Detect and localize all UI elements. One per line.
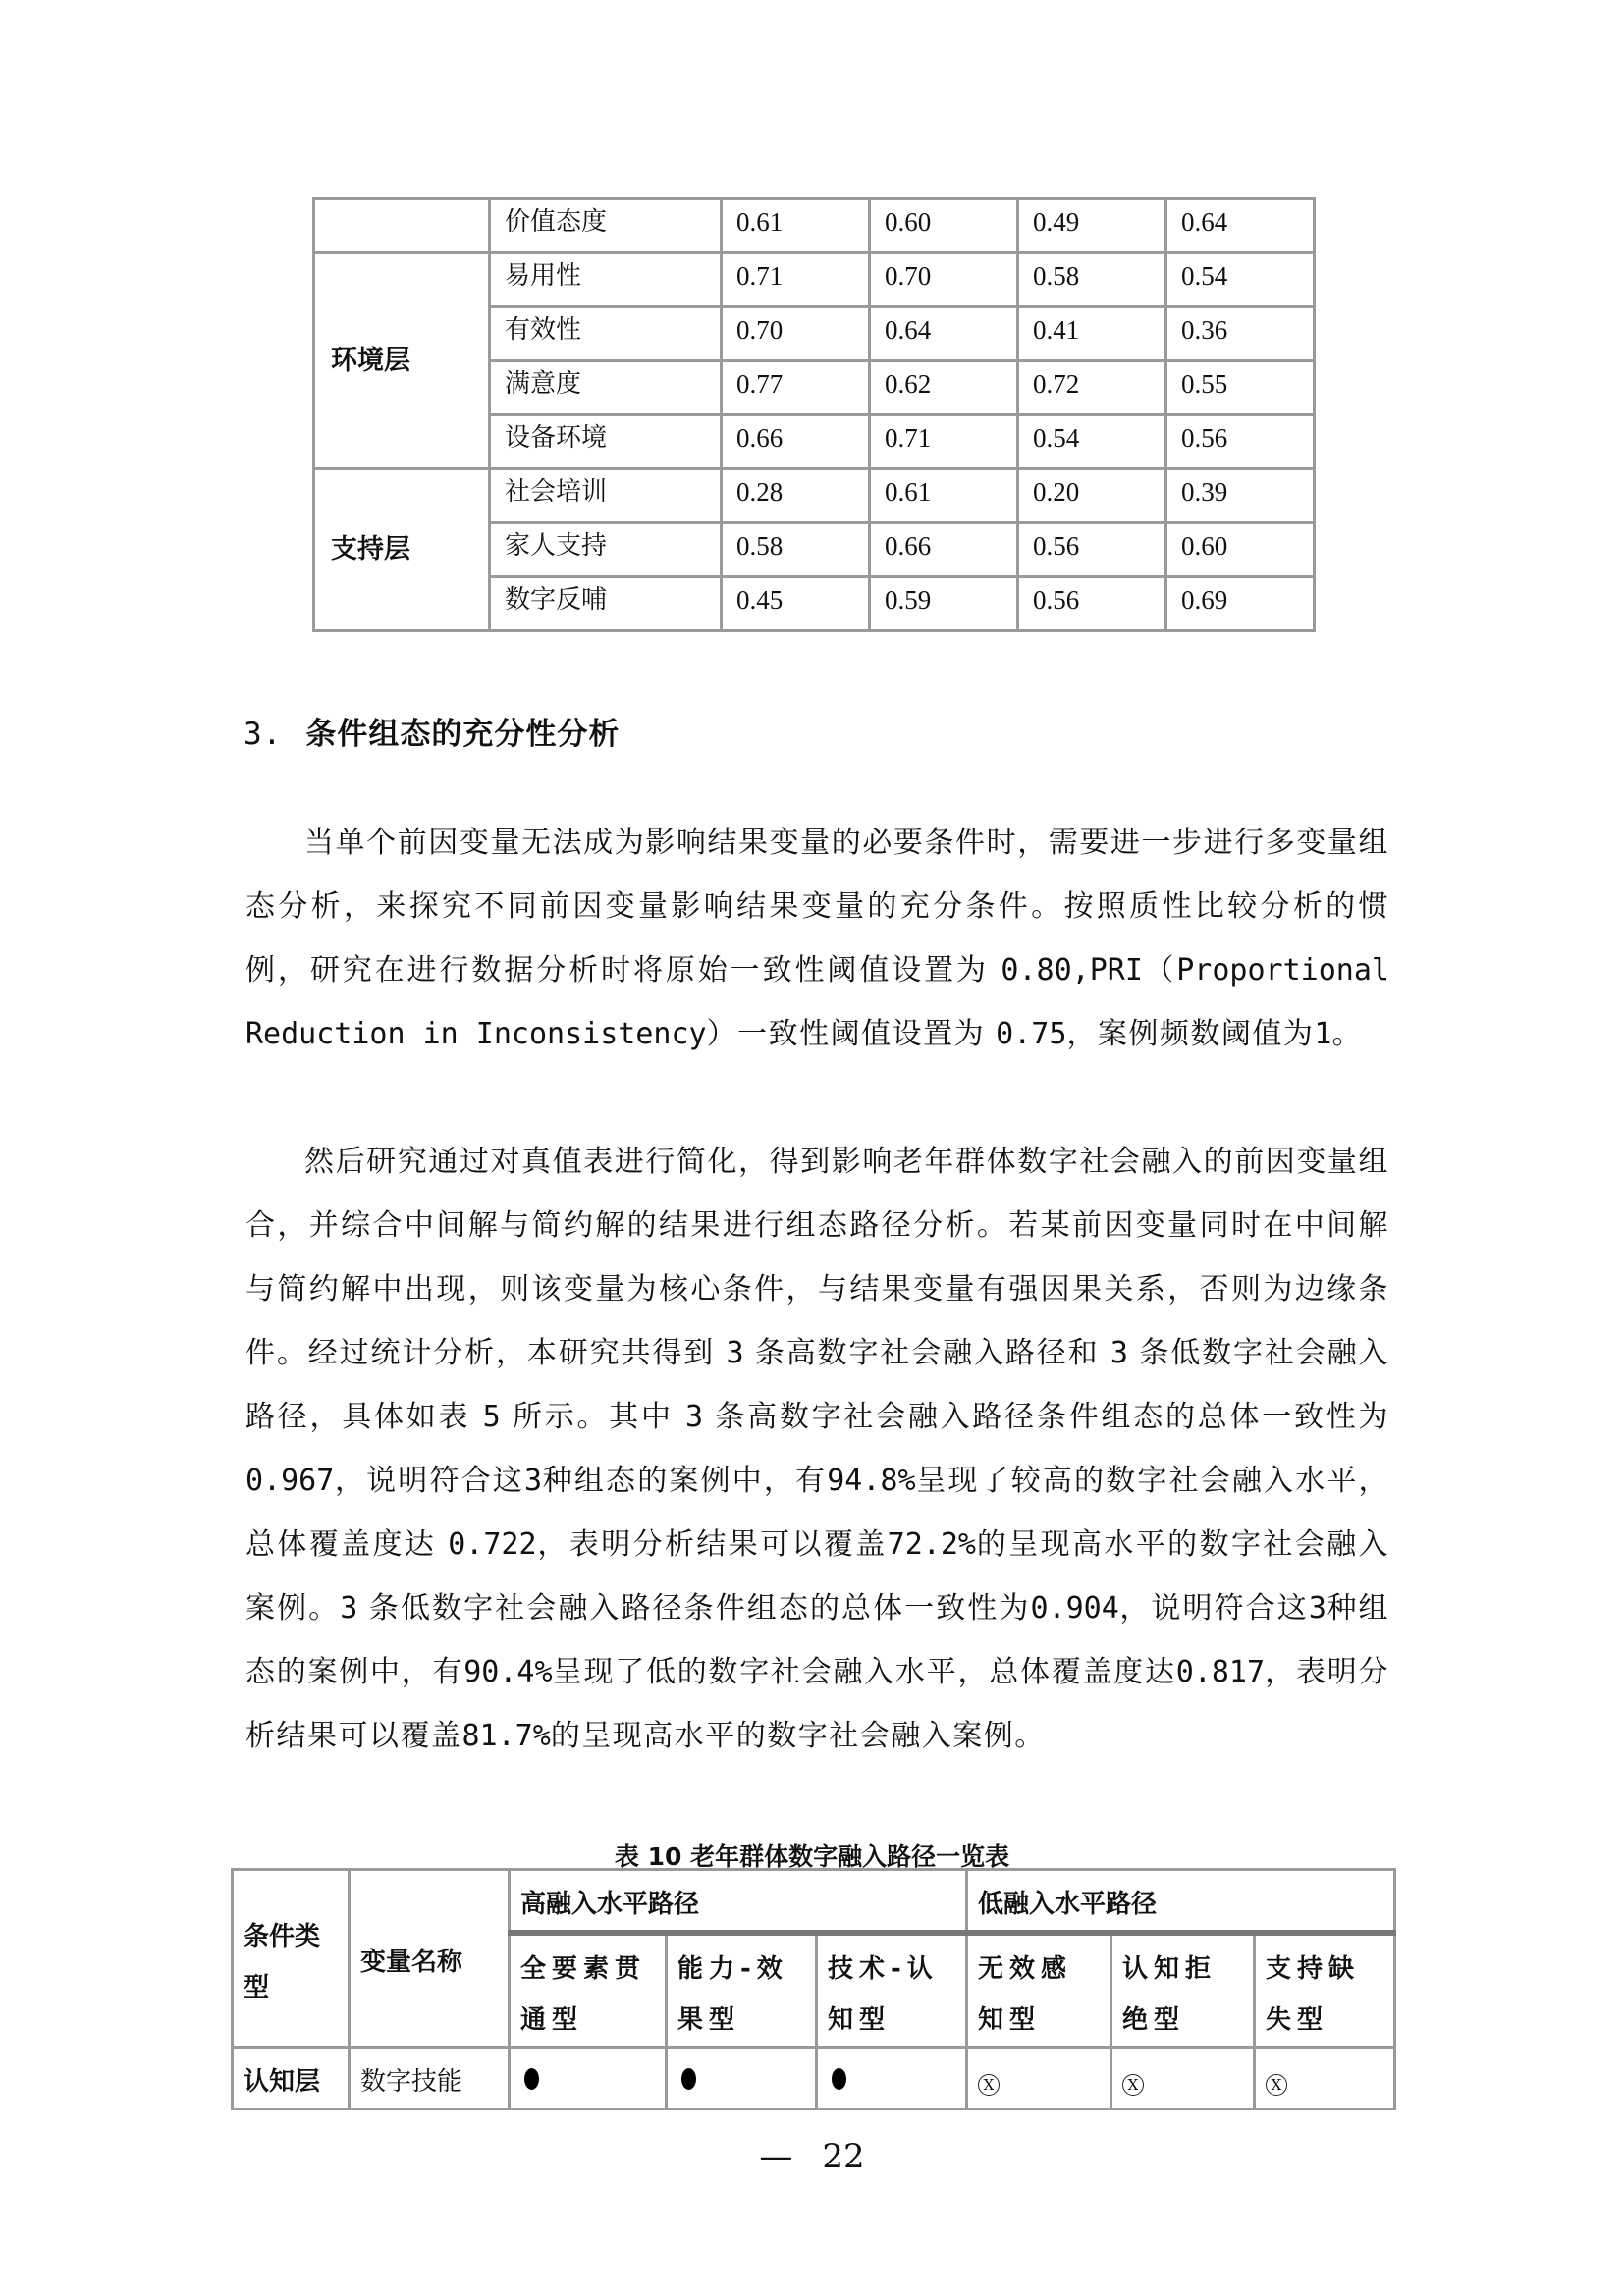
text-run: （: [1142, 953, 1177, 988]
value-cell: 0.49: [1018, 199, 1166, 253]
inline-number: Proportional Reduction in Inconsistency: [245, 953, 1389, 1051]
header-variable-name: 变量名称: [350, 1870, 510, 2048]
header-path: 技术-认知型: [817, 1933, 967, 2048]
variable-cell: 家人支持: [490, 523, 722, 577]
variable-cell: 数字技能: [350, 2048, 510, 2109]
text-run: 的呈现高水平的数字社会融入案例。: [550, 1719, 1046, 1753]
layer-cell-environment: 环境层: [314, 253, 490, 469]
inline-number: 81.7%: [461, 1719, 551, 1753]
value-cell: 0.55: [1166, 361, 1315, 415]
mark-cell: [1255, 2048, 1395, 2109]
value-cell: 0.71: [870, 415, 1018, 469]
value-cell: 0.58: [1018, 253, 1166, 307]
text-run: ，说明符合这: [334, 1464, 524, 1498]
value-cell: 0.54: [1166, 253, 1315, 307]
header-path: 全要素贯通型: [510, 1933, 667, 2048]
text-run: 种组态的案例中，有: [542, 1464, 828, 1498]
inline-number: 1: [1314, 1017, 1332, 1051]
paragraph: [245, 1130, 1389, 1768]
section-heading: [244, 709, 620, 753]
footer-dash: —: [759, 2137, 793, 2176]
path-table: [231, 1868, 1396, 2110]
mark-cell: [510, 2048, 667, 2109]
inline-number: 3: [1110, 1336, 1128, 1370]
value-cell: 0.72: [1018, 361, 1166, 415]
value-cell: 0.61: [870, 469, 1018, 523]
text-run: 的呈现高水平的数字社会融入案例。: [245, 1527, 1389, 1626]
text-run: ，表明分析结果可以覆盖: [536, 1527, 888, 1562]
inline-number: 0.817: [1175, 1655, 1266, 1689]
header-row: [233, 1870, 1395, 1934]
variable-cell: 有效性: [490, 307, 722, 361]
header-path: 认知拒绝型: [1111, 1933, 1255, 2048]
table-row: [314, 253, 1315, 307]
variable-cell: 易用性: [490, 253, 722, 307]
layer-cell-support: 支持层: [314, 469, 490, 631]
value-cell: 0.66: [870, 523, 1018, 577]
value-cell: 0.64: [1166, 199, 1315, 253]
layer-cell: [314, 199, 490, 253]
inline-number: 3: [1308, 1591, 1326, 1626]
value-cell: 0.61: [722, 199, 870, 253]
inline-number: 3: [340, 1591, 358, 1626]
inline-number: 3: [685, 1400, 704, 1434]
inline-number: 72.2%: [887, 1527, 976, 1562]
value-cell: 0.39: [1166, 469, 1315, 523]
mark-cell: [667, 2048, 817, 2109]
header-path: 支持缺失型: [1255, 1933, 1395, 2048]
section-number: 3.: [244, 717, 283, 752]
correlation-table: [312, 197, 1316, 632]
value-cell: 0.70: [870, 253, 1018, 307]
filled-circle-icon: [832, 2068, 846, 2090]
inline-number: 0.904: [1030, 1591, 1119, 1626]
inline-number: 0.722: [448, 1527, 537, 1562]
value-cell: 0.56: [1166, 415, 1315, 469]
mark-cell: [1111, 2048, 1255, 2109]
value-cell: 0.77: [722, 361, 870, 415]
mark-cell: [967, 2048, 1111, 2109]
text-run: 然后研究通过对真值表进行简化，得到影响老年群体数字社会融入的前因变量组合，并综合中间解与简约解的结果进行组态路径分析。若某前因变量同时在中间解与简约解中出现，则该变量为核心条件，与结果变量有强因果关系，否则为边缘条件。经过统计分析，本研究共得到: [245, 1145, 1389, 1370]
value-cell: 0.71: [722, 253, 870, 307]
value-cell: 0.20: [1018, 469, 1166, 523]
variable-cell: 满意度: [490, 361, 722, 415]
value-cell: 0.64: [870, 307, 1018, 361]
inline-number: 0.80,PRI: [1001, 953, 1143, 988]
value-cell: 0.59: [870, 577, 1018, 631]
text-run: 条低数字社会融入路径条件组态的总体一致性为: [357, 1591, 1031, 1626]
circled-x-icon: X: [1266, 2074, 1287, 2096]
text-run: ，表明分析结果可以覆盖: [245, 1655, 1390, 1753]
inline-number: 5: [482, 1400, 501, 1434]
table-row: [233, 2048, 1395, 2109]
text-run: 呈现了较高的数字社会融入水平，总体覆盖度达: [245, 1464, 1390, 1562]
inline-number: 90.4%: [463, 1655, 553, 1689]
value-cell: 0.70: [722, 307, 870, 361]
filled-circle-icon: [524, 2068, 539, 2090]
variable-cell: 社会培训: [490, 469, 722, 523]
value-cell: 0.69: [1166, 577, 1315, 631]
value-cell: 0.60: [870, 199, 1018, 253]
value-cell: 0.58: [722, 523, 870, 577]
variable-cell: 价值态度: [490, 199, 722, 253]
text-run: 条高数字社会融入路径和: [743, 1336, 1110, 1370]
text-run: 呈现了低的数字社会融入水平，总体覆盖度达: [552, 1655, 1176, 1689]
value-cell: 0.36: [1166, 307, 1315, 361]
value-cell: 0.41: [1018, 307, 1166, 361]
value-cell: 0.66: [722, 415, 870, 469]
paragraph: [245, 811, 1389, 1066]
header-path: 无效感知型: [967, 1933, 1111, 2048]
inline-number: 3: [523, 1464, 543, 1498]
header-condition-type: 条件类型: [233, 1870, 350, 2048]
table-row: [314, 469, 1315, 523]
header-path: 能力-效果型: [667, 1933, 817, 2048]
filled-circle-icon: [681, 2068, 696, 2090]
variable-cell: 数字反哺: [490, 577, 722, 631]
text-run: 所示。其中: [500, 1400, 686, 1434]
section-title: 条件组态的充分性分析: [305, 717, 621, 752]
page-number: 22: [822, 2137, 865, 2176]
text-run: ，说明符合这: [1118, 1591, 1309, 1626]
condition-type-cell: 认知层: [233, 2048, 350, 2109]
value-cell: 0.28: [722, 469, 870, 523]
value-cell: 0.62: [870, 361, 1018, 415]
circled-x-icon: X: [978, 2074, 1000, 2096]
inline-number: 94.8%: [827, 1464, 916, 1498]
table-row: [314, 199, 1315, 253]
text-run: 种组态的案例中，有: [245, 1591, 1390, 1689]
value-cell: 0.56: [1018, 577, 1166, 631]
mark-cell: [817, 2048, 967, 2109]
header-low-group: 低融入水平路径: [967, 1870, 1395, 1934]
text-run: 条低数字社会融入路径，具体如表: [245, 1336, 1389, 1434]
value-cell: 0.56: [1018, 523, 1166, 577]
value-cell: 0.45: [722, 577, 870, 631]
circled-x-icon: X: [1122, 2074, 1144, 2096]
table-caption: 表 10 老年群体数字融入路径一览表: [614, 1842, 1010, 1871]
text-run: 。: [1331, 1017, 1363, 1051]
page-footer: [0, 2137, 1624, 2176]
text-run: 当单个前因变量无法成为影响结果变量的必要条件时，需要进一步进行多变量组态分析，来探究不同前因变量影响结果变量的充分条件。按照质性比较分析的惯例，研究在进行数据分析时将原始一致性阈值设置为: [245, 826, 1389, 988]
value-cell: 0.60: [1166, 523, 1315, 577]
inline-number: 0.967: [245, 1464, 335, 1498]
inline-number: 3: [726, 1336, 744, 1370]
inline-number: 0.75: [996, 1017, 1067, 1051]
value-cell: 0.54: [1018, 415, 1166, 469]
text-run: 条高数字社会融入路径条件组态的总体一致性为: [703, 1400, 1389, 1434]
header-high-group: 高融入水平路径: [510, 1870, 967, 1934]
variable-cell: 设备环境: [490, 415, 722, 469]
text-run: ）一致性阈值设置为: [706, 1017, 997, 1051]
text-run: ，案例频数阈值为: [1066, 1017, 1315, 1051]
